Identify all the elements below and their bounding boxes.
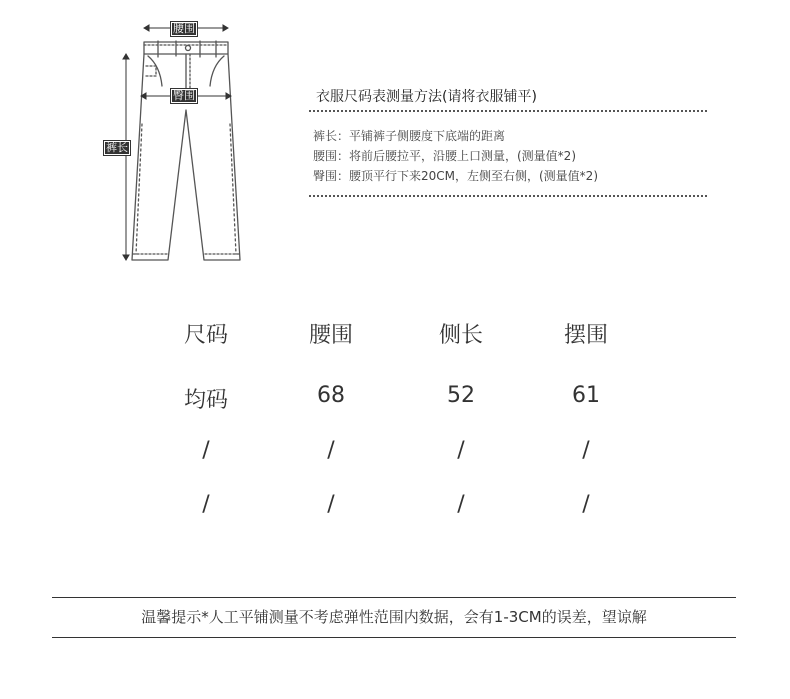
table-cell: 52 (447, 383, 475, 408)
table-cell: / (327, 492, 335, 517)
pants-diagram (100, 14, 260, 274)
footer-note: 温馨提示*人工平铺测量不考虑弹性范围内数据，会有1-3CM的误差，望谅解 (141, 608, 647, 626)
table-cell: / (457, 492, 465, 517)
table-cell: / (202, 438, 210, 463)
method-line-hip: 臀围：腰顶平行下来20CM，左侧至右侧，(测量值*2) (313, 169, 599, 183)
table-cell: 68 (317, 383, 345, 408)
table-header: 摆围 (563, 323, 608, 348)
table-cell: / (202, 492, 210, 517)
table-cell: / (582, 492, 590, 517)
table-cell: / (582, 438, 590, 463)
table-cell: / (327, 438, 335, 463)
table-header: 尺码 (183, 323, 228, 348)
table-cell: 均码 (183, 388, 228, 413)
note-divider-top (52, 597, 736, 598)
divider-top (309, 110, 707, 112)
length-label: 裤长 (103, 140, 131, 156)
method-list (313, 126, 598, 186)
method-line-length: 裤长：平铺裤子侧腰度下底端的距离 (313, 129, 506, 143)
table-cell: 61 (572, 383, 600, 408)
note-divider-bottom (52, 637, 736, 638)
method-title: 衣服尺码表测量方法(请将衣服铺平) (316, 89, 537, 105)
table-header: 腰围 (308, 323, 353, 348)
table-header: 侧长 (438, 323, 483, 348)
hip-label: 臀围 (170, 88, 198, 104)
table-cell: / (457, 438, 465, 463)
method-line-waist: 腰围：将前后腰拉平，沿腰上口测量，(测量值*2) (313, 149, 576, 163)
waist-label: 腰围 (170, 21, 198, 37)
divider-bottom (309, 195, 707, 197)
